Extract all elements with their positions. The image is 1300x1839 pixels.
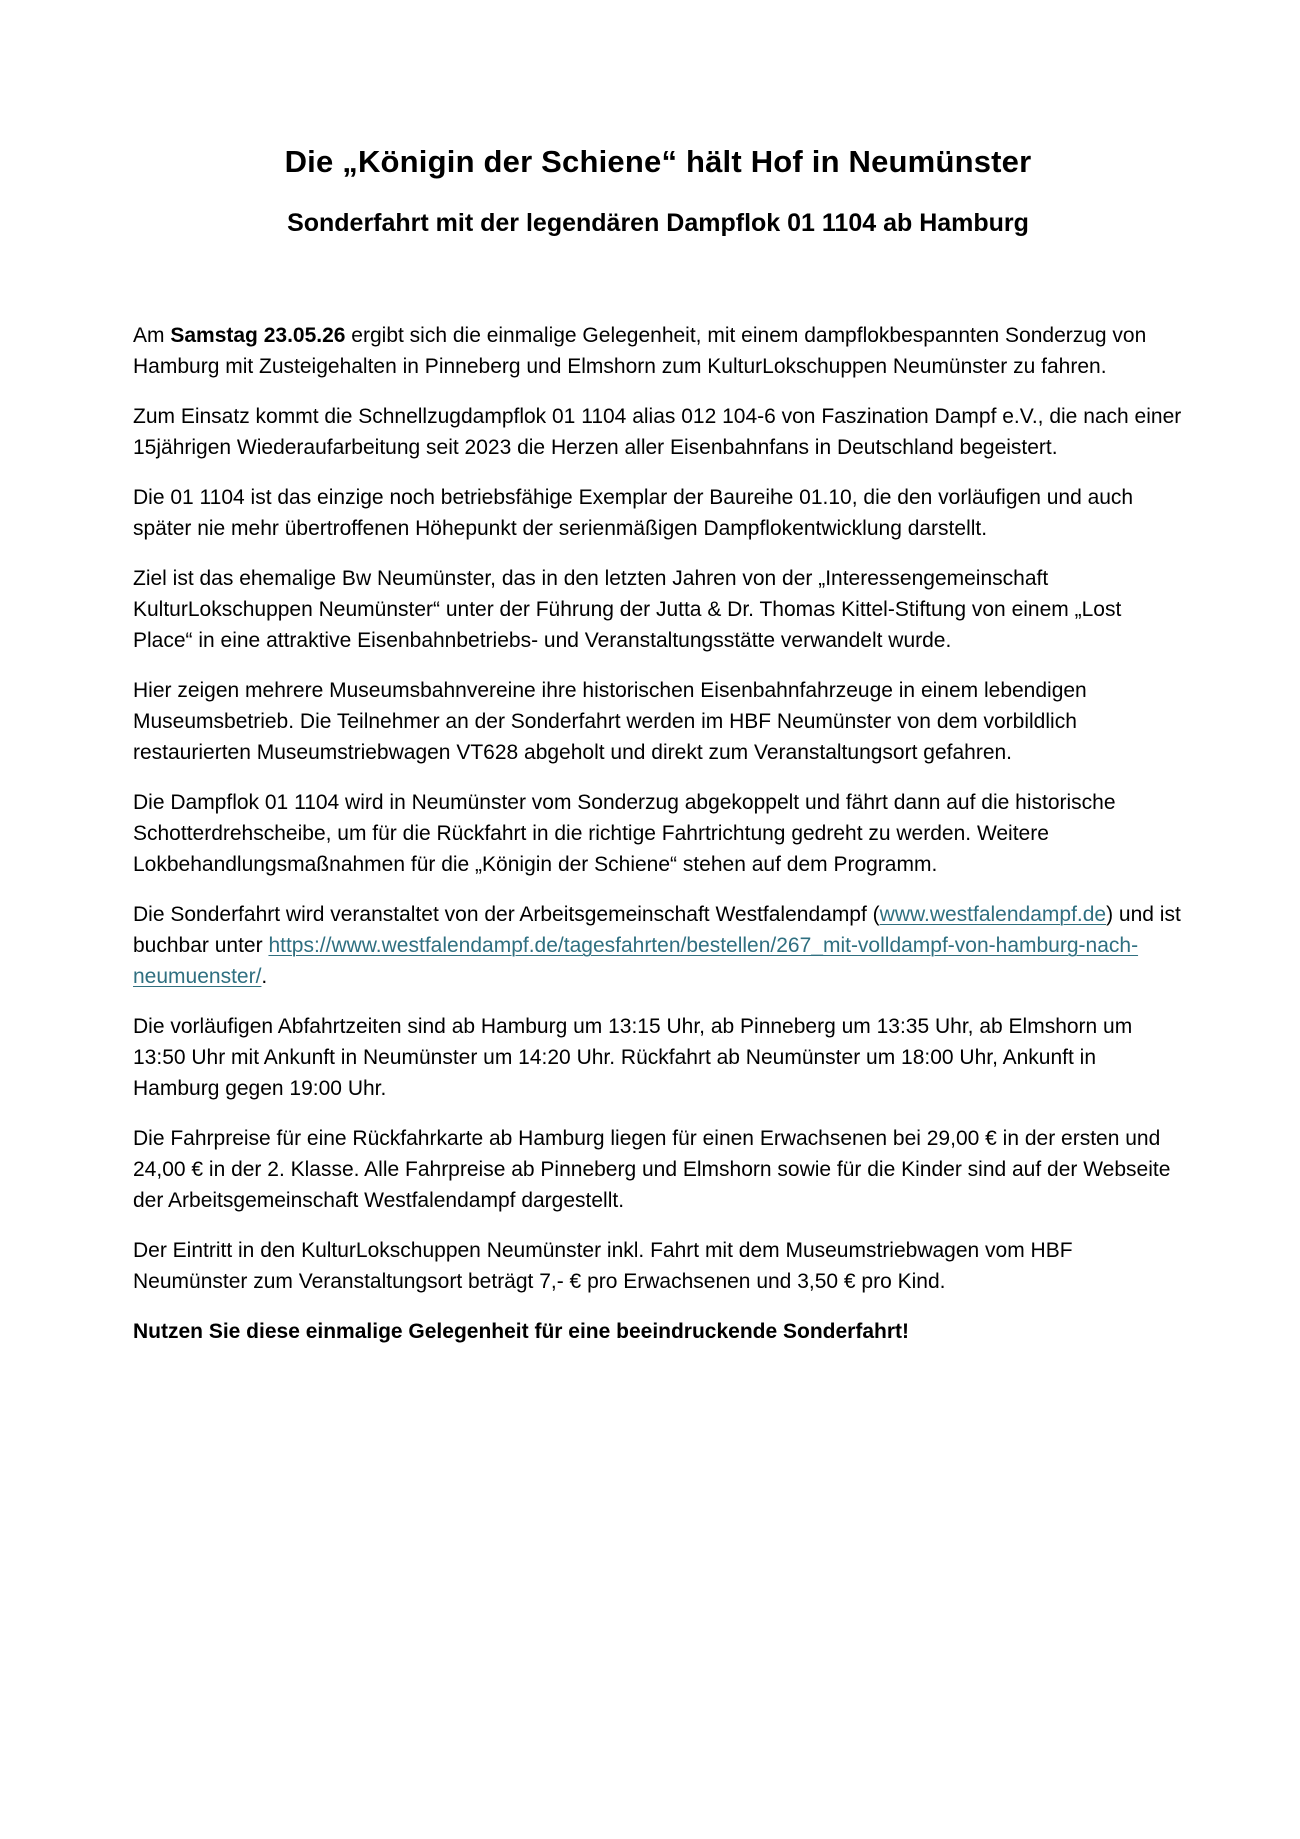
document-subtitle: Sonderfahrt mit der legendären Dampflok 01 1104 ab Hamburg [287,209,1029,237]
text-segment: . [261,965,268,988]
text-segment: Nutzen Sie diese einmalige Gelegenheit für eine beeindruckende Sonderfahrt! [133,1320,910,1343]
paragraph [133,899,1183,992]
paragraph [133,563,1183,656]
document-body [133,320,1183,1347]
text-segment: Der Eintritt in den KulturLokschuppen Neumünster inkl. Fahrt mit dem Museumstriebwagen vom HBF Neumünster zum Veranstaltungsort beträgt 7,- € pro Erwachsenen und 3,50 € pro Kind. [133,1239,1073,1293]
text-segment: Die Dampflok 01 1104 wird in Neumünster vom Sonderzug abgekoppelt und fährt dann auf die historische Schotterdrehscheibe, um für die Rückfahrt in die richtige Fahrtrichtung gedreht zu werden. Weitere Lokbehandlungsmaßnahmen für die „Königin der Schiene“ stehen auf dem Programm. [133,791,1116,876]
paragraph [133,1011,1183,1104]
text-segment: ergibt sich die einmalige Gelegenheit, mit einem dampflokbespannten Sonderzug von Hamburg mit Zusteigehalten in Pinneberg und Elmshorn zum KulturLokschuppen Neumünster zu fahren. [133,324,1147,378]
text-segment: Ziel ist das ehemalige Bw Neumünster, das in den letzten Jahren von der „Interessengemeinschaft KulturLokschuppen Neumünster“ unter der Führung der Jutta & Dr. Thomas Kittel-Stiftung von einem „Lost Place“ in eine attraktive Eisenbahnbetriebs- und Veranstaltungsstätte verwandelt wurde. [133,567,1122,652]
text-segment: Zum Einsatz kommt die Schnellzugdampflok 01 1104 alias 012 104-6 von Faszination Dampf e.V., die nach einer 15jährigen Wiederaufarbeitung seit 2023 die Herzen aller Eisenbahnfans in Deutschland begeistert. [133,405,1182,459]
text-segment: Die Fahrpreise für eine Rückfahrkarte ab Hamburg liegen für einen Erwachsenen bei 29,00 € in der ersten und 24,00 € in der 2. Klasse. Alle Fahrpreise ab Pinneberg und Elmshorn sowie für die Kinder sind auf der Webseite der Arbeitsgemeinschaft Westfalendampf dargestellt. [133,1127,1171,1212]
paragraph [133,787,1183,880]
text-segment: Die 01 1104 ist das einzige noch betriebsfähige Exemplar der Baureihe 01.10, die den vorläufigen und auch später nie mehr übertroffenen Höhepunkt der serienmäßigen Dampflokentwicklung darstellt. [133,486,1134,540]
paragraph [133,1123,1183,1216]
text-segment: Am [133,324,171,347]
text-segment: Die vorläufigen Abfahrtzeiten sind ab Hamburg um 13:15 Uhr, ab Pinneberg um 13:35 Uhr, ab Elmshorn um 13:50 Uhr mit Ankunft in Neumünster um 14:20 Uhr. Rückfahrt ab Neumünster um 18:00 Uhr, Ankunft in Hamburg gegen 19:00 Uhr. [133,1015,1133,1100]
paragraph [133,401,1183,463]
paragraph [133,482,1183,544]
westfalendampf-link[interactable]: www.westfalendampf.de [879,903,1107,926]
paragraph [133,1316,1183,1347]
document-title: Die „Königin der Schiene“ hält Hof in Neumünster [284,144,1032,179]
text-segment: Die Sonderfahrt wird veranstaltet von der Arbeitsgemeinschaft Westfalendampf ( [133,903,880,926]
booking-url-link[interactable]: https://www.westfalendampf.de/tagesfahrten/bestellen/267_mit-volldampf-von-hamburg-nach-neumuenster/ [133,934,1139,988]
text-segment: Hier zeigen mehrere Museumsbahnvereine ihre historischen Eisenbahnfahrzeuge in einem lebendigen Museumsbetrieb. Die Teilnehmer an der Sonderfahrt werden im HBF Neumünster von dem vorbildlich restaurierten Museumstriebwagen VT628 abgeholt und direkt zum Veranstaltungsort gefahren. [133,679,1087,764]
paragraph [133,320,1183,382]
text-segment: ) und ist buchbar unter [133,903,1181,957]
paragraph [133,675,1183,768]
text-segment: Samstag 23.05.26 [170,324,346,347]
paragraph [133,1235,1183,1297]
